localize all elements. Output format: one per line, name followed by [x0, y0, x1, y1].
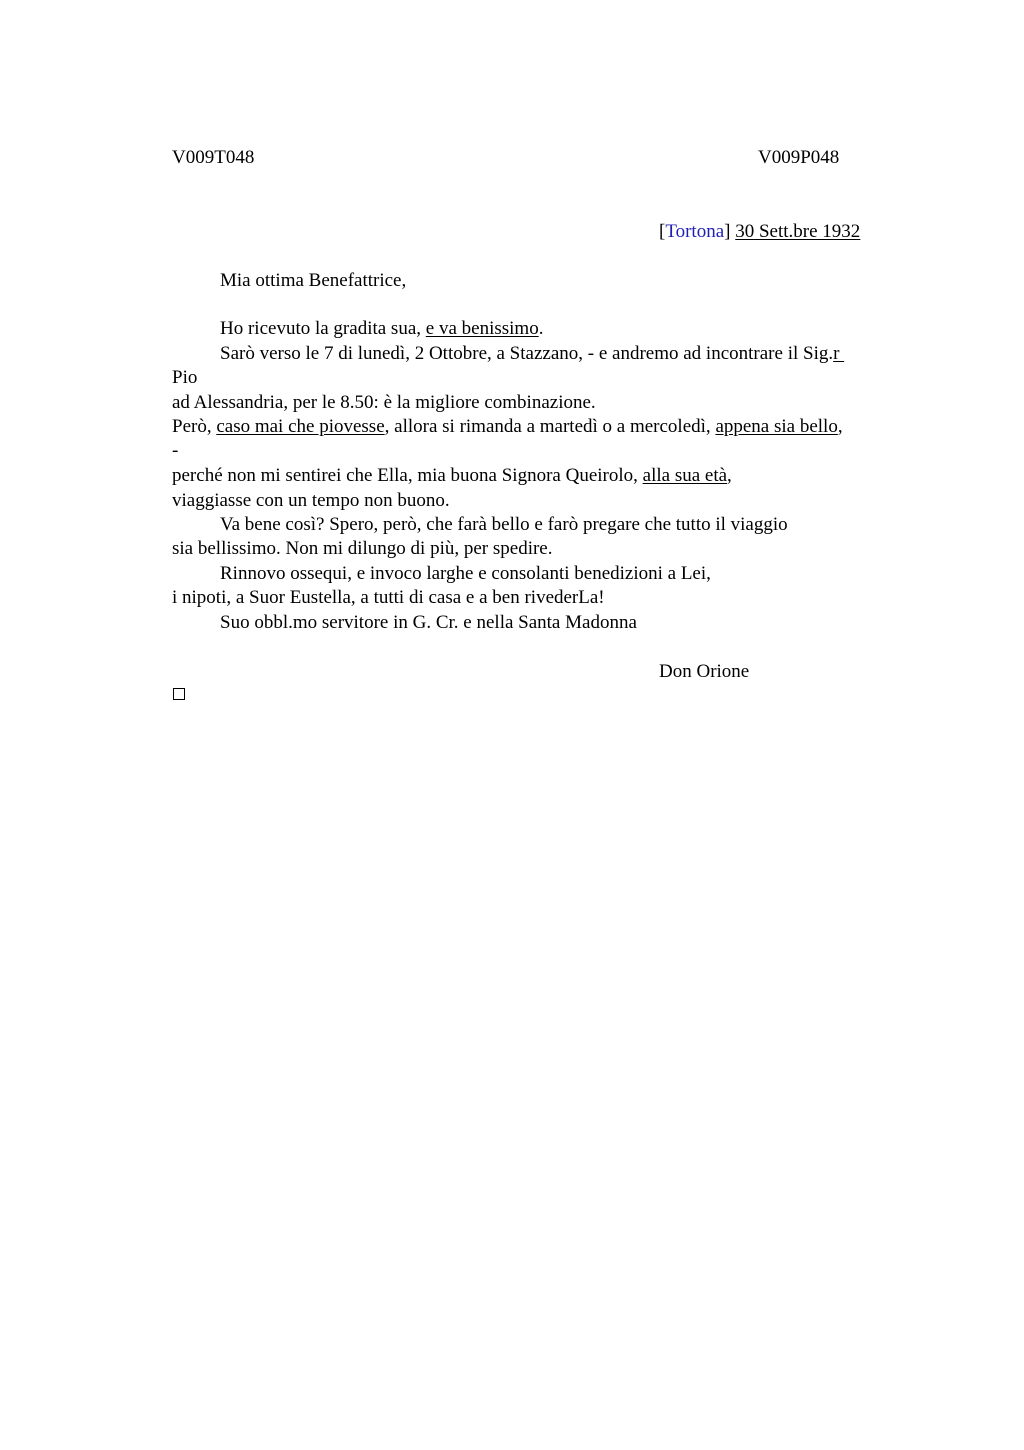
signature: Don Orione — [659, 661, 750, 682]
p3-line1-a: Però, — [172, 416, 217, 437]
p1-underlined: e va benissimo — [425, 318, 539, 339]
closing-line: Suo obbl.mo servitore in G. Cr. e nella Santa Madonna — [220, 612, 637, 633]
paragraph-2-line-2: Pio — [172, 367, 198, 388]
p3-line1-b: , allora si rimanda a martedì o a mercoledì, — [384, 416, 716, 437]
paragraph-2-line-1 — [220, 342, 844, 366]
paragraph-3-line-2: - — [172, 440, 179, 461]
p1-end: . — [538, 318, 544, 339]
paragraph-4-line-1: Va bene così? Spero, però, che farà bello e farò pregare che tutto il viaggio — [220, 514, 788, 535]
paragraph-5-line-2: i nipoti, a Suor Eustella, a tutti di casa e a ben rivederLa! — [172, 587, 605, 608]
letter-date: 30 Sett.bre 1932 — [735, 221, 861, 242]
p3-line1-underlined-1: caso mai che piovesse — [216, 416, 385, 437]
p1-text: Ho ricevuto la gradita sua, — [220, 318, 426, 339]
salutation: Mia ottima Benefattrice, — [220, 270, 407, 291]
place-link[interactable]: Tortona — [665, 221, 725, 242]
paragraph-3-line-4: viaggiasse con un tempo non buono. — [172, 490, 450, 511]
paragraph-3-line-1 — [172, 415, 843, 439]
p2-line1-text: Sarò verso le 7 di lunedì, 2 Ottobre, a Stazzano, - e andremo ad incontrare il Sig. — [220, 343, 834, 364]
paragraph-1 — [220, 317, 543, 341]
p3-line3-b: , — [727, 465, 732, 486]
checkbox-icon[interactable] — [173, 688, 185, 700]
p2-line1-abbrev: r — [833, 343, 845, 364]
paragraph-4-line-2: sia bellissimo. Non mi dilungo di più, per spedire. — [172, 538, 553, 559]
paragraph-3-line-3 — [172, 464, 732, 488]
volume-code-right: V009P048 — [758, 147, 840, 168]
dateline — [659, 220, 860, 244]
p3-line1-c: , — [837, 416, 843, 437]
bracket-open: [ — [659, 221, 666, 242]
paragraph-5-line-1: Rinnovo ossequi, e invoco larghe e consolanti benedizioni a Lei, — [220, 563, 711, 584]
p3-line3-a: perché non mi sentirei che Ella, mia buona Signora Queirolo, — [172, 465, 643, 486]
volume-code-left: V009T048 — [172, 147, 255, 168]
paragraph-2-line-3: ad Alessandria, per le 8.50: è la migliore combinazione. — [172, 392, 596, 413]
p3-line3-underlined: alla sua età — [642, 465, 728, 486]
p3-line1-underlined-2: appena sia bello — [715, 416, 838, 437]
bracket-close: ] — [724, 221, 731, 242]
